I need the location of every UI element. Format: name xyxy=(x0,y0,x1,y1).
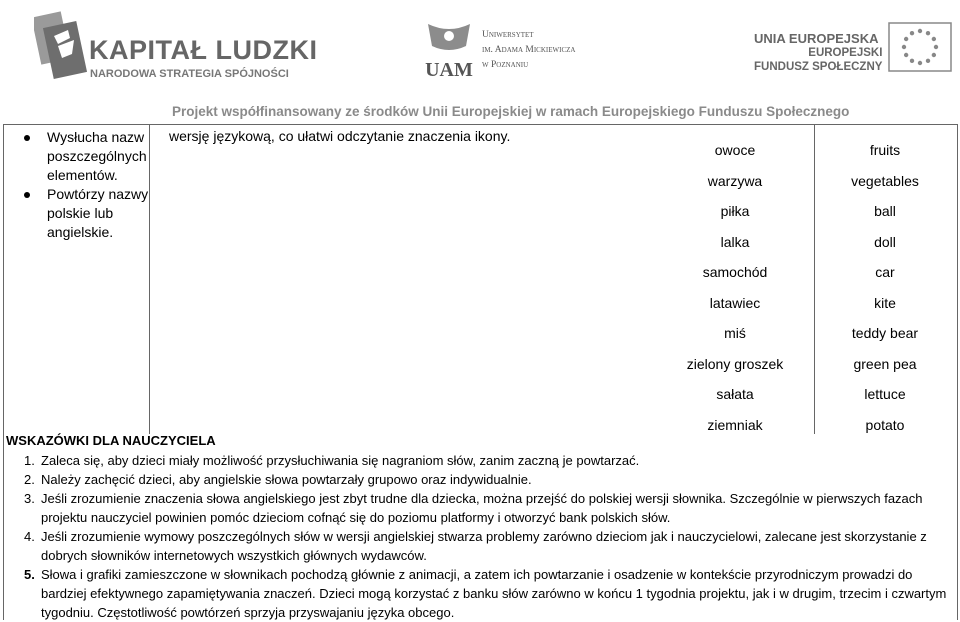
tip-text: Jeśli zrozumienie znaczenia słowa angielskiego jest zbyt trudne dla dziecka, można przejść do polskiej wersji słownika. Szczególnie w pierwszych fazach projektu nauczyciel powinien pomóc dzieciom cofnąć się do poziomu platformy i otworzyć bank polskich słów. xyxy=(41,491,923,525)
eu-star-icon xyxy=(932,37,936,41)
uam-name xyxy=(482,28,575,73)
learning-outcomes-list xyxy=(24,128,149,242)
tip-text: Należy zachęcić dzieci, aby angielskie słowa powtarzały grupowo oraz indywidualnie. xyxy=(41,472,532,487)
english-word: vegetables xyxy=(851,172,919,189)
eu-star-icon xyxy=(902,45,906,49)
english-word: potato xyxy=(865,416,905,433)
eu-star-icon xyxy=(934,45,938,49)
english-word: ball xyxy=(874,203,896,219)
teacher-tips-list xyxy=(24,451,949,622)
english-word: car xyxy=(875,264,895,280)
project-banner: Projekt współfinansowany ze środków Unii Europejskiej w ramach Europejskiego Funduszu Społecznego xyxy=(172,104,850,119)
polish-word: piłka xyxy=(720,203,750,219)
polish-words-column xyxy=(660,135,810,440)
english-word: fruits xyxy=(869,142,901,158)
tip-item xyxy=(24,470,949,489)
tip-text: Słowa i grafiki zamieszczone w słownikach pochodzą głównie z animacji, a zatem ich powtarzanie i osadzenie w kontekście przyrodniczym prowadzi do bardziej efektywnego zapamiętywania znaczeń. Dzieci mogą korzystać z banku słów zarówno w końcu 1 tygodnia projektu, jak i w drugim, trzecim i czwartym tygodniu. Częstotliwość powtórzeń sprzyja przyswajaniu języka obcego. xyxy=(41,567,947,620)
polish-word: owoce xyxy=(714,142,756,158)
english-word: teddy bear xyxy=(851,325,919,341)
eu-logo xyxy=(750,18,960,88)
document-header xyxy=(0,0,960,124)
tip-number: 1. xyxy=(24,453,35,468)
polish-word: samochód xyxy=(702,264,768,280)
english-words-column xyxy=(815,135,955,440)
tip-text: Jeśli zrozumienie wymowy poszczególnych słów w wersji angielskiej stwarza problemy zarówno dzieciom jak i nauczycielowi, zalecane jest skorzystanie z dobrych słowników internetowych wszystkich głównych wydawców. xyxy=(41,529,927,563)
kapital-ludzki-logo xyxy=(34,6,318,96)
tip-number: 3. xyxy=(24,491,35,506)
eu-star-icon xyxy=(904,53,908,57)
eu-star-icon xyxy=(926,31,930,35)
kapital-ludzki-title: KAPITAŁ LUDZKI xyxy=(89,35,318,65)
eu-name-line2: EUROPEJSKI xyxy=(808,47,883,59)
uam-name-line2: im. Adama Mickiewicza xyxy=(482,45,576,55)
eu-flag-icon xyxy=(888,22,952,72)
polish-word: zielony groszek xyxy=(686,355,784,372)
uam-name-line3: w Poznaniu xyxy=(482,60,529,70)
eu-star-icon xyxy=(932,53,936,57)
polish-word: warzywa xyxy=(707,172,763,189)
english-word: kite xyxy=(874,294,896,311)
english-word: green pea xyxy=(853,355,917,372)
tip-item xyxy=(24,451,949,470)
uam-logo xyxy=(420,18,620,88)
eu-name-line3: FUNDUSZ SPOŁECZNY xyxy=(754,61,883,73)
list-item: Wysłucha nazw poszczególnych elementów. xyxy=(24,128,149,185)
eu-name-line1: UNIA EUROPEJSKA xyxy=(754,31,879,46)
eu-star-icon xyxy=(904,37,908,41)
kapital-ludzki-emblem-icon xyxy=(34,6,88,92)
tip-item xyxy=(24,527,949,565)
column-divider xyxy=(149,124,150,434)
uam-logo-text: UAM xyxy=(425,59,473,81)
eu-star-icon xyxy=(918,29,922,33)
tip-text: Zaleca się, aby dzieci miały możliwość przysłuchiwania się nagraniom słów, zanim zaczną je powtarzać. xyxy=(41,453,640,468)
tip-number: 2. xyxy=(24,472,35,487)
list-item: Powtórzy nazwy polskie lub angielskie. xyxy=(24,185,149,242)
teacher-tips-heading: WSKAZÓWKI DLA NAUCZYCIELA xyxy=(6,433,216,448)
polish-word: lalka xyxy=(720,233,750,250)
polish-word: ziemniak xyxy=(707,416,763,433)
tip-number: 5. xyxy=(24,567,35,582)
polish-word: miś xyxy=(724,325,746,341)
method-description: wersję językową, co ułatwi odczytanie znaczenia ikony. xyxy=(169,128,511,144)
polish-word: sałata xyxy=(716,386,754,402)
english-word: doll xyxy=(874,233,896,250)
eu-star-icon xyxy=(918,61,922,65)
uam-crest-icon xyxy=(422,20,476,82)
tip-number: 4. xyxy=(24,529,35,544)
eu-star-icon xyxy=(926,59,930,63)
english-word: lettuce xyxy=(864,386,906,402)
eu-star-icon xyxy=(910,31,914,35)
uam-name-line1: Uniwersytet xyxy=(482,30,534,40)
eu-star-icon xyxy=(910,59,914,63)
kapital-ludzki-subtitle: NARODOWA STRATEGIA SPÓJNOŚCI xyxy=(90,68,289,80)
tip-item xyxy=(24,565,949,622)
tip-item xyxy=(24,489,949,527)
polish-word: latawiec xyxy=(709,294,761,311)
